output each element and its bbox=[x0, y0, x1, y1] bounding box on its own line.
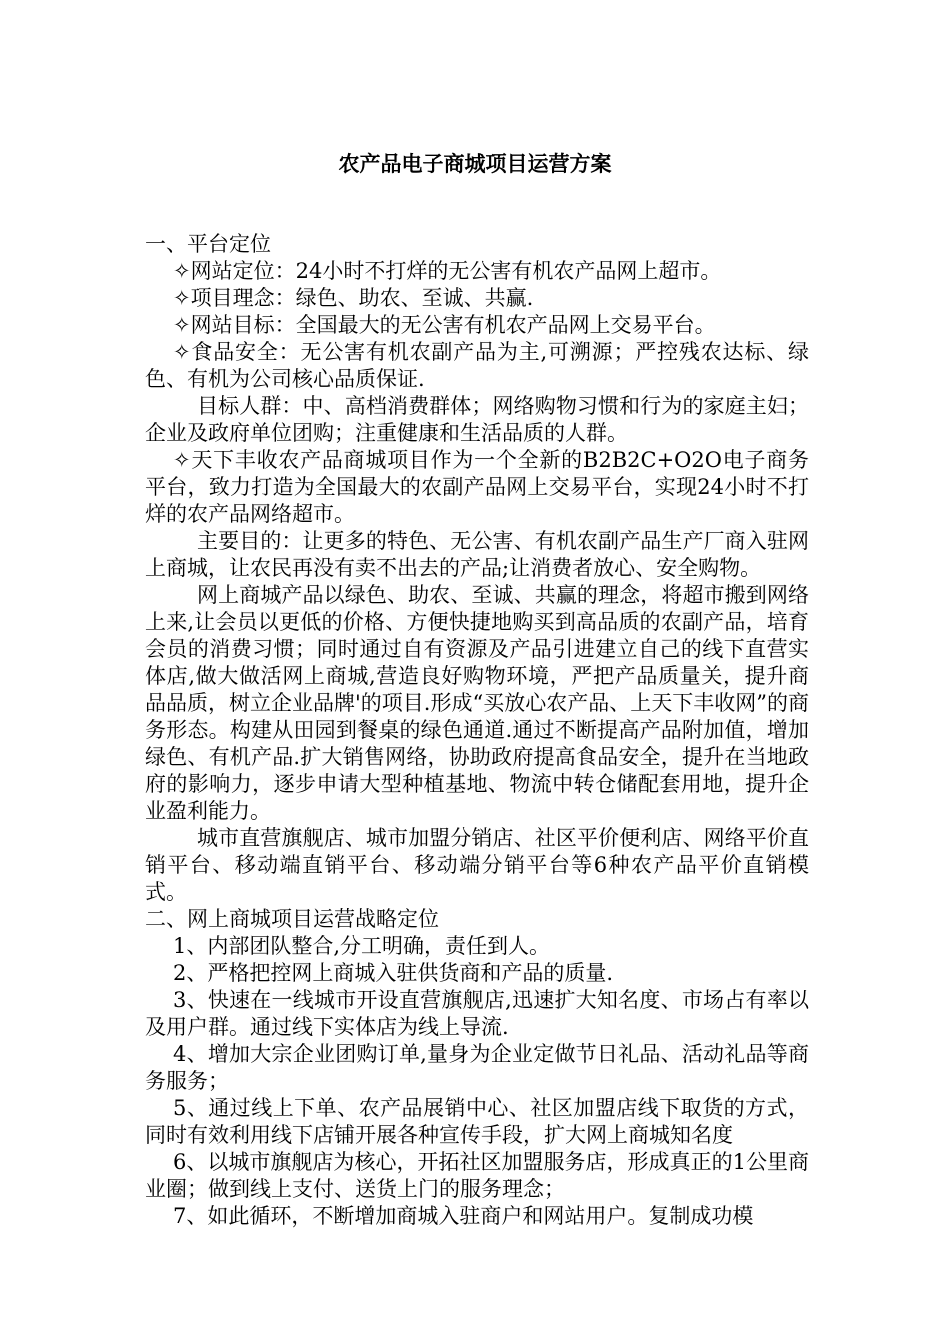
paragraph: 2、严格把控网上商城入驻供货商和产品的质量. bbox=[173, 961, 614, 985]
paragraph: 一、平台定位 bbox=[145, 232, 271, 256]
paragraph: 4、增加大宗企业团购订单,量身为企业定做节日礼品、活动礼品等商务服务； bbox=[145, 1042, 809, 1093]
paragraph: ✧天下丰收农产品商城项目作为一个全新的B2B2C+O2O电子商务平台，致力打造为全国最大的农副产品网上交易平台，实现24小时不打烊的农产品网络超市。 bbox=[145, 448, 809, 526]
paragraph: 主要目的：让更多的特色、无公害、有机农副产品生产厂商入驻网上商城，让农民再没有卖不出去的产品;让消费者放心、安全购物。 bbox=[145, 529, 809, 580]
paragraph: 7、如此循环，不断增加商城入驻商户和网站用户。复制成功模 bbox=[173, 1204, 754, 1228]
paragraph: 5、通过线上下单、农产品展销中心、社区加盟店线下取货的方式，同时有效利用线下店铺开展各种宣传手段，扩大网上商城知名度 bbox=[145, 1096, 809, 1147]
paragraph: 城市直营旗舰店、城市加盟分销店、社区平价便利店、网络平价直销平台、移动端直销平台、移动端分销平台等6种农产品平价直销模式。 bbox=[145, 826, 809, 904]
document-title: 农产品电子商城项目运营方案 bbox=[338, 152, 612, 176]
paragraph: ✧食品安全：无公害有机农副产品为主,可溯源；严控残农达标、绿色、有机为公司核心品质保证. bbox=[145, 340, 809, 391]
paragraph: 6、以城市旗舰店为核心，开拓社区加盟服务店，形成真正的1公里商业圈；做到线上支付、送货上门的服务理念； bbox=[145, 1150, 809, 1201]
paragraph: ✧网站目标：全国最大的无公害有机农产品网上交易平台。 bbox=[173, 313, 716, 337]
paragraph: 目标人群：中、高档消费群体；网络购物习惯和行为的家庭主妇；企业及政府单位团购；注重健康和生活品质的人群。 bbox=[145, 394, 809, 445]
document-body bbox=[145, 231, 809, 1230]
paragraph: ✧网站定位：24小时不打烊的无公害有机农产品网上超市。 bbox=[173, 259, 722, 283]
paragraph: 二、网上商城项目运营战略定位 bbox=[145, 907, 439, 931]
paragraph: 1、内部团队整合,分工明确，责任到人。 bbox=[173, 934, 551, 958]
paragraph: ✧项目理念：绿色、助农、至诚、共赢. bbox=[173, 286, 534, 310]
paragraph: 3、快速在一线城市开设直营旗舰店,迅速扩大知名度、市场占有率以及用户群。通过线下实体店为线上导流. bbox=[145, 988, 809, 1039]
paragraph: 网上商城产品以绿色、助农、至诚、共赢的理念，将超市搬到网络上来,让会员以更低的价格、方便快捷地购买到高品质的农副产品，培育会员的消费习惯；同时通过自有资源及产品引进建立自己的线下直营实体店,做大做活网上商城,营造良好购物环境，严把产品质量关，提升商品品质，树立企业品牌'的项目.形成“买放心农产品、上天下丰收网”的商务形态。构建从田园到餐桌的绿色通道.通过不断提高产品附加值，增加绿色、有机产品.扩大销售网络，协助政府提高食品安全，提升在当地政府的影响力，逐步申请大型种植基地、物流中转仓储配套用地，提升企业盈利能力。 bbox=[145, 583, 809, 823]
